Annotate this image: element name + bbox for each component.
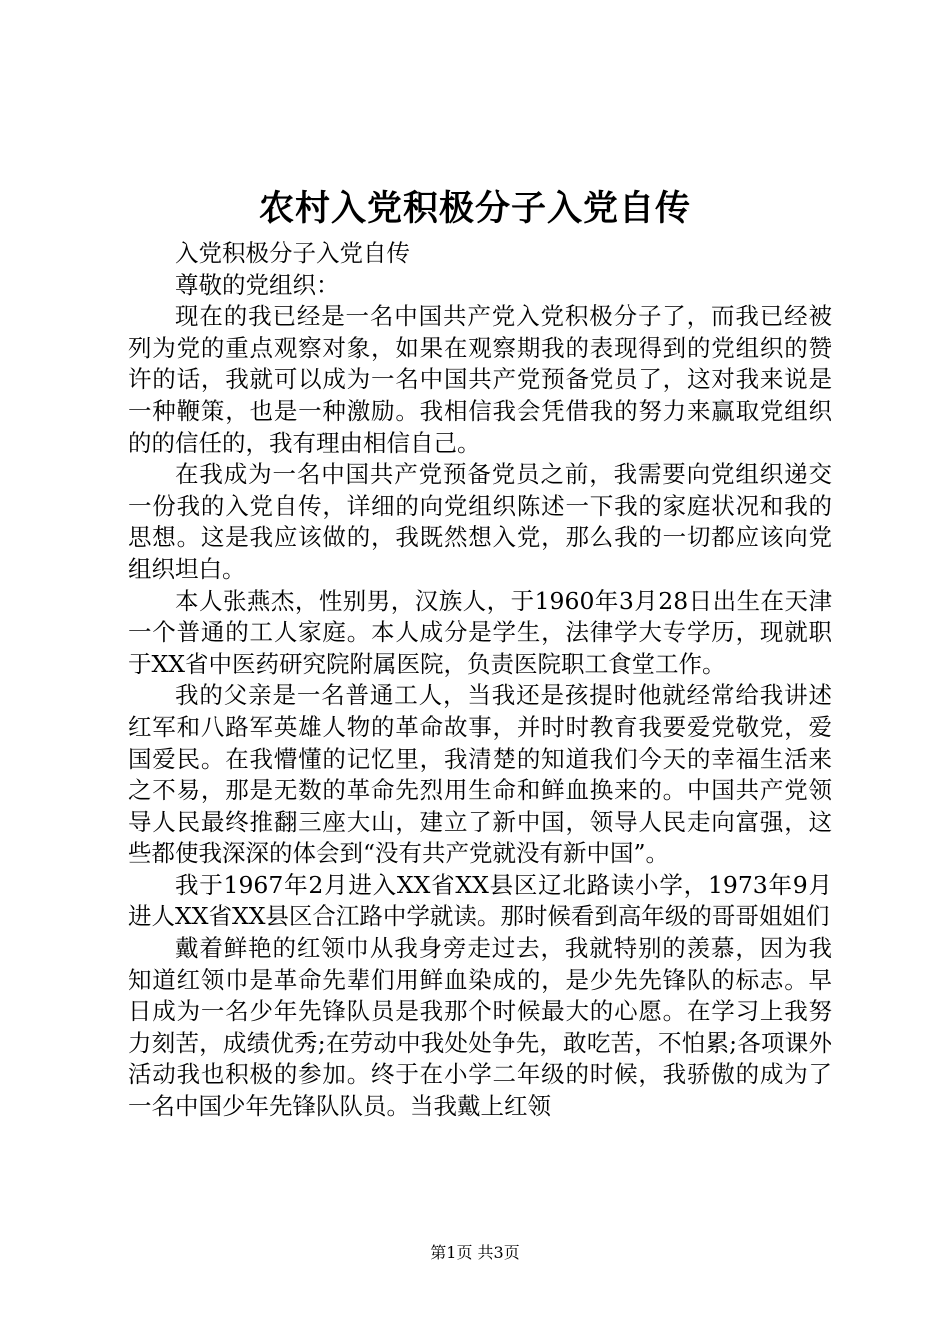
document-title: 农村入党积极分子入党自传 [258,188,691,229]
paragraph: 我于1967年2月进入XX省XX县区辽北路读小学，1973年9月进人XX省XX县区合江路中学就读。那时候看到高年级的哥哥姐姐们 [128,870,832,931]
page-footer: 第1页 共3页 [430,1243,520,1262]
paragraph: 现在的我已经是一名中国共产党入党积极分子了，而我已经被列为党的重点观察对象，如果在观察期我的表现得到的党组织的赞许的话，我就可以成为一名中国共产党预备党员了，这对我来说是一种鞭策，也是一种激励。我相信我会凭借我的努力来赢取党组织的的信任的，我有理由相信自己。 [128,302,832,457]
paragraph: 本人张燕杰，性别男，汉族人，于1960年3月28日出生在天津一个普通的工人家庭。本人成分是学生，法律学大专学历，现就职于XX省中医药研究院附属医院，负责医院职工食堂工作。 [128,586,832,678]
paragraph: 戴着鲜艳的红领巾从我身旁走过去，我就特别的羡慕，因为我知道红领巾是革命先辈们用鲜血染成的，是少先先锋队的标志。早日成为一名少年先锋队员是我那个时候最大的心愿。在学习上我努力刻苦，成绩优秀;在劳动中我处处争先，敢吃苦，不怕累;各项课外活动我也积极的参加。终于在小学二年级的时候，我骄傲的成为了一名中国少年先锋队队员。当我戴上红领 [128,934,832,1121]
paragraph-subtitle: 入党积极分子入党自传 [175,239,410,267]
document-body [128,238,832,1123]
paragraph: 我的父亲是一名普通工人，当我还是孩提时他就经常给我讲述红军和八路军英雄人物的革命故事，并时时教育我要爱党敬党，爱国爱民。在我懵懂的记忆里，我清楚的知道我们今天的幸福生活来之不易，那是无数的革命先烈用生命和鲜血换来的。中国共产党领导人民最终推翻三座大山，建立了新中国，领导人民走向富强，这些都使我深深的体会到“没有共产党就没有新中国”。 [128,681,832,868]
paragraph-salutation: 尊敬的党组织： [175,270,340,299]
paragraph: 在我成为一名中国共产党预备党员之前，我需要向党组织递交一份我的入党自传，详细的向党组织陈述一下我的家庭状况和我的思想。这是我应该做的，我既然想入党，那么我的一切都应该向党组织坦白。 [128,460,832,583]
